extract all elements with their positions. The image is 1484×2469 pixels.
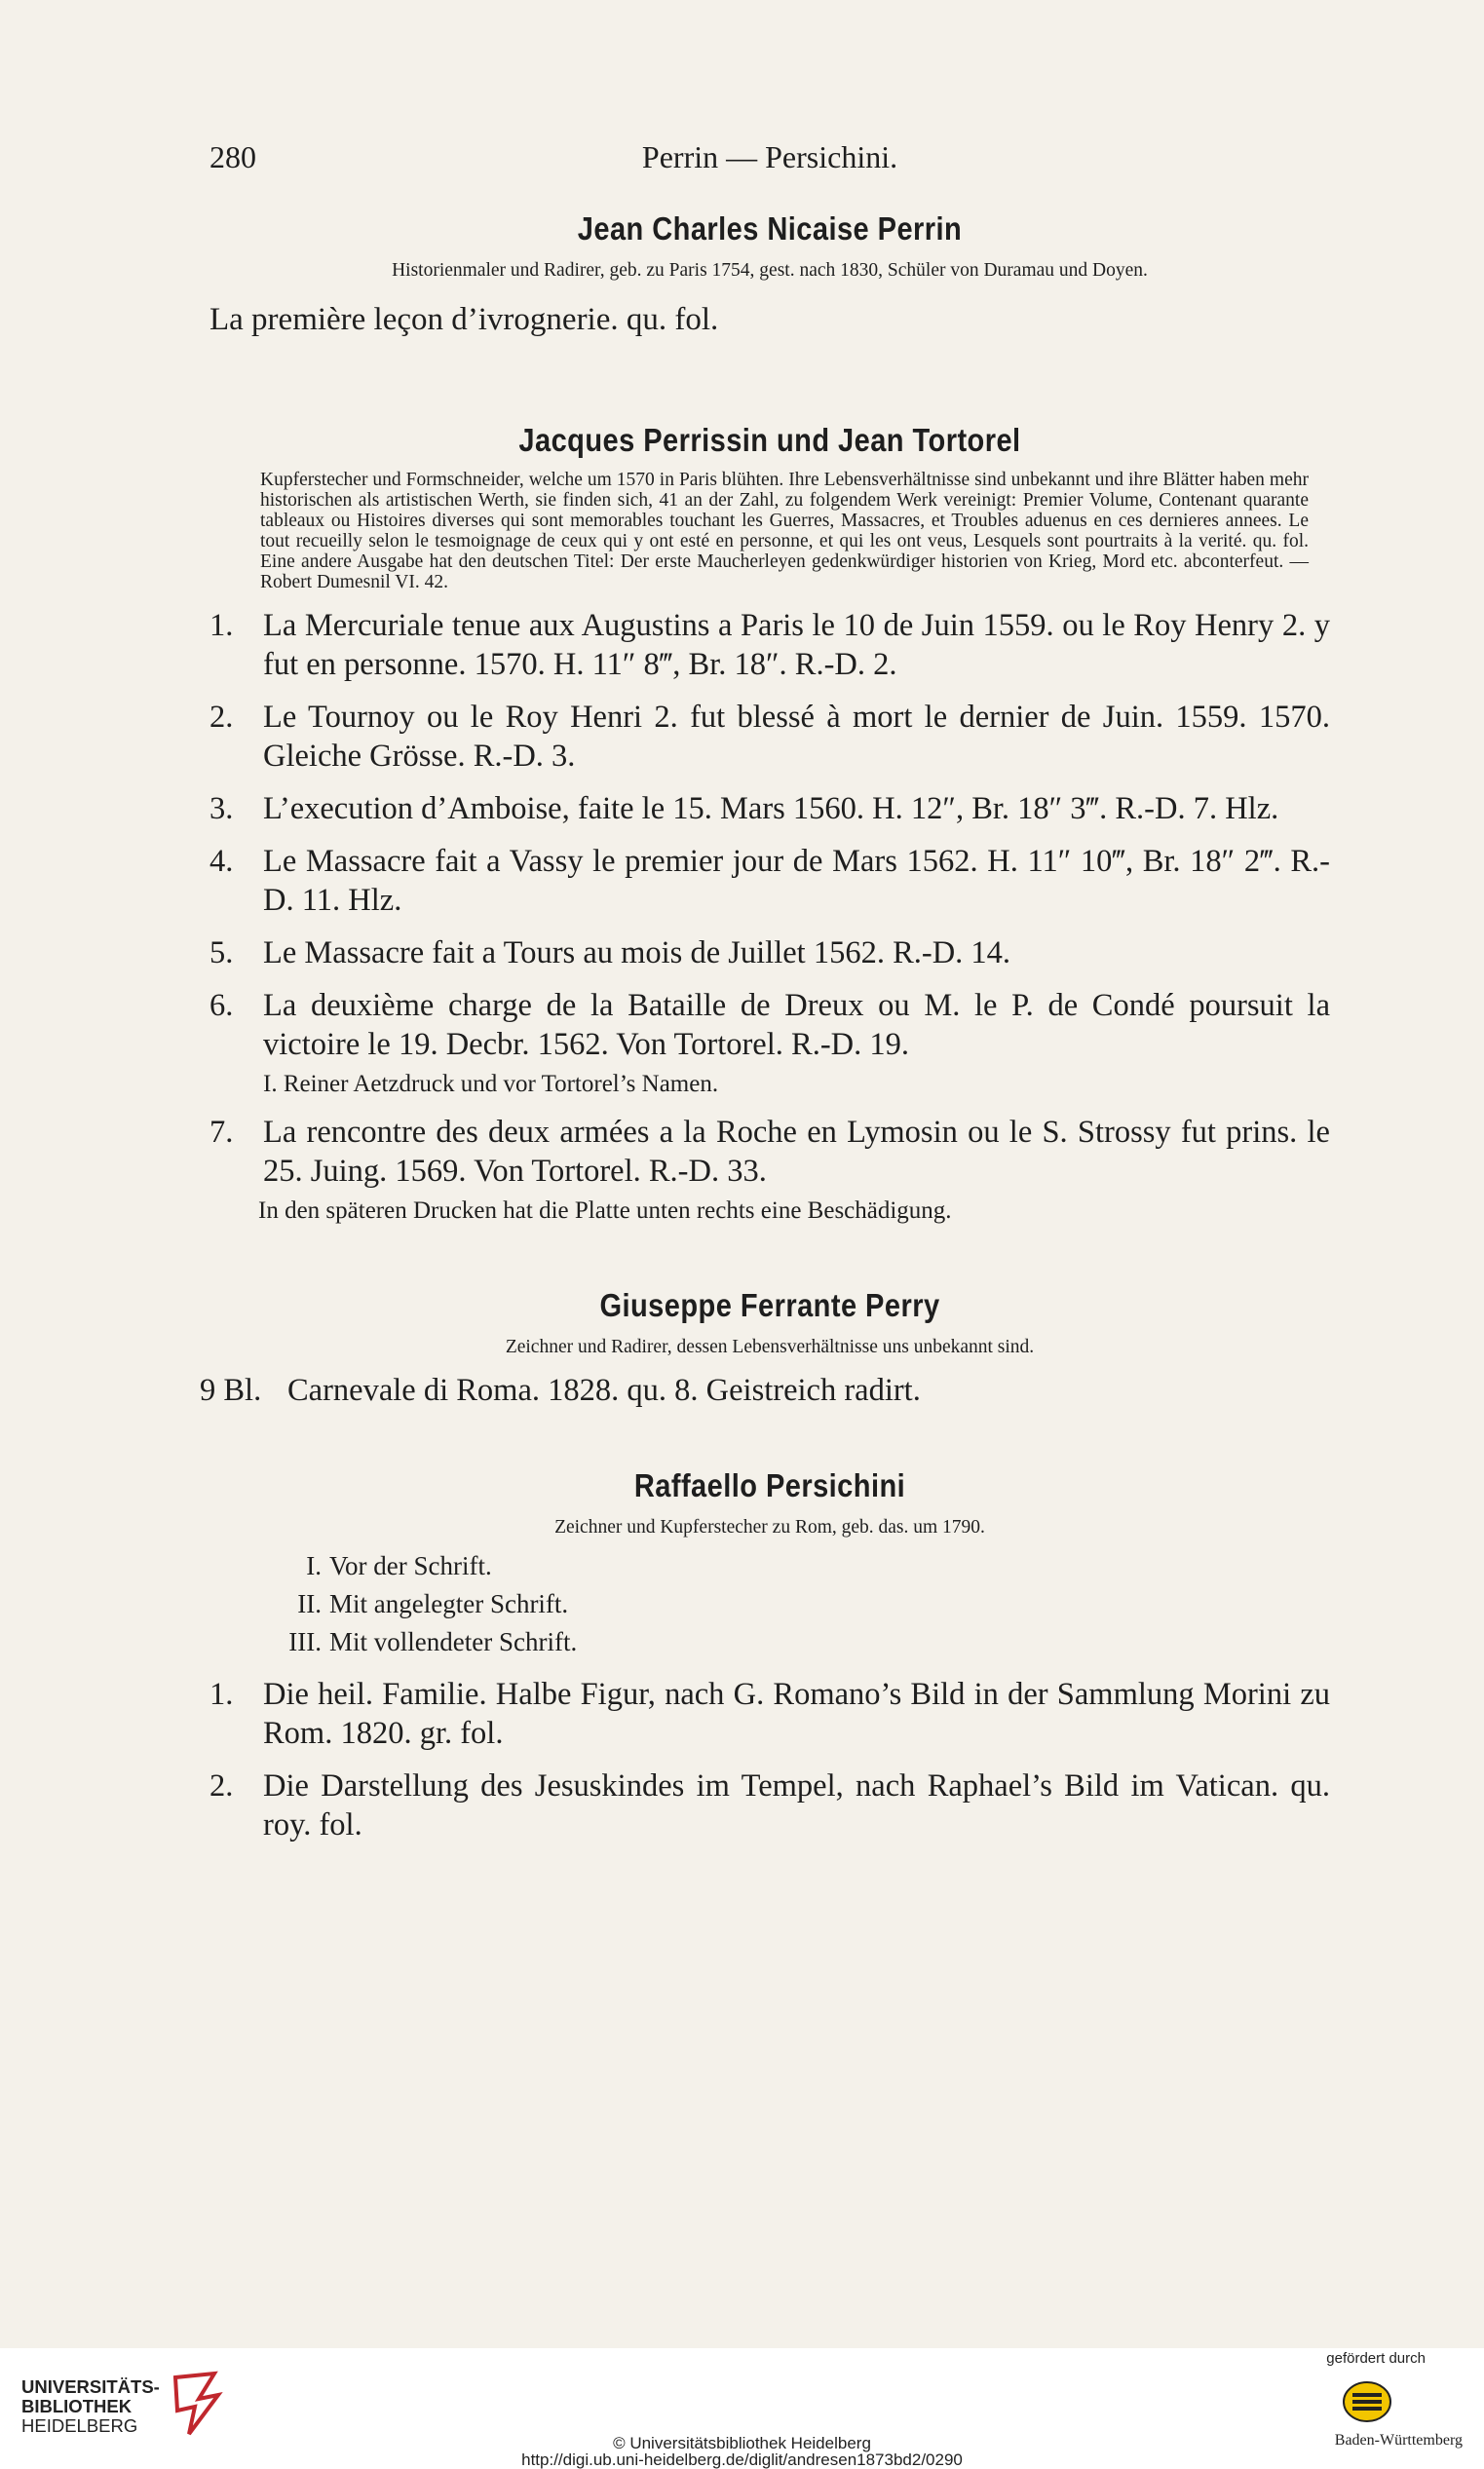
library-name-line: UNIVERSITÄTS- xyxy=(21,2376,160,2397)
page-number: 280 xyxy=(209,139,256,174)
state-text: Mit vollendeter Schrift. xyxy=(329,1627,578,1656)
entry-list-perrissin-tortorel xyxy=(209,606,1330,1226)
library-name-line: HEIDELBERG xyxy=(21,2415,138,2436)
page-header xyxy=(209,139,1330,188)
list-item xyxy=(200,1371,1330,1410)
section-title-perry: Giuseppe Ferrante Perry xyxy=(599,1287,940,1323)
entry-number: 5. xyxy=(209,935,234,970)
list-item xyxy=(209,698,1330,776)
list-item xyxy=(283,1623,1330,1661)
entry-text: La Mercuriale tenue aux Augustins a Paris le 10 de Juin 1559. ou le Roy Henry 2. y fut en personne. 1570. H. 11″ 8‴, Br. 18″. R.-D. 2. xyxy=(263,608,1330,682)
library-logo xyxy=(21,2377,160,2436)
entry-text: Le Massacre fait a Vassy le premier jour de Mars 1562. H. 11″ 10‴, Br. 18″ 2‴. R.-D. 11. Hlz. xyxy=(263,844,1330,918)
entry-note: In den späteren Drucken hat die Platte unten rechts eine Beschädigung. xyxy=(258,1197,952,1224)
entry-text: Le Tournoy ou le Roy Henri 2. fut blessé à mort le dernier de Juin. 1559. 1570. Gleiche Grösse. R.-D. 3. xyxy=(263,700,1330,774)
entry-text: Carnevale di Roma. 1828. qu. 8. Geistreich radirt. xyxy=(287,1373,921,1408)
section-bio-perrin: Historienmaler und Radirer, geb. zu Paris 1754, gest. nach 1830, Schüler von Duramau und Doyen. xyxy=(392,260,1148,281)
entry-list-perry xyxy=(200,1371,1330,1410)
list-item xyxy=(209,933,1330,972)
entry-number: 9 Bl. xyxy=(200,1373,262,1408)
running-title: Perrin — Persichini. xyxy=(641,139,898,174)
entry-plain-perrin: La première leçon d’ivrognerie. qu. fol. xyxy=(209,302,719,337)
entry-number: 2. xyxy=(209,700,234,735)
entry-number: 6. xyxy=(209,988,234,1023)
entry-text: L’execution d’Amboise, faite le 15. Mars 1560. H. 12″, Br. 18″ 3‴. R.-D. 7. Hlz. xyxy=(263,791,1279,826)
list-item xyxy=(283,1547,1330,1585)
state-crest-icon xyxy=(1333,2377,1401,2426)
entry-text: Le Massacre fait a Tours au mois de Juillet 1562. R.-D. 14. xyxy=(263,935,1011,970)
entry-number: 1. xyxy=(209,608,234,643)
section-bio-persichini: Zeichner und Kupferstecher zu Rom, geb. das. um 1790. xyxy=(554,1517,985,1538)
entry-text: La deuxième charge de la Bataille de Dreux ou M. le P. de Condé poursuit la victoire le 19. Decbr. 1562. Von Tortorel. R.-D. 19. xyxy=(263,988,1330,1062)
page-content xyxy=(200,200,1330,1858)
entry-number: 7. xyxy=(209,1115,234,1150)
section-title-perrin: Jean Charles Nicaise Perrin xyxy=(577,210,963,247)
list-item xyxy=(209,1675,1330,1753)
copyright-text: © Universitätsbibliothek Heidelberg xyxy=(613,2434,871,2452)
digitization-footer xyxy=(0,2348,1484,2469)
entry-text: La rencontre des deux armées a la Roche en Lymosin ou le S. Strossy fut prins. le 25. Juing. 1569. Von Tortorel. R.-D. 33. xyxy=(263,1115,1330,1189)
state-numeral: I. xyxy=(306,1551,322,1580)
source-url[interactable]: http://digi.ub.uni-heidelberg.de/diglit/andresen1873bd2/0290 xyxy=(521,2450,963,2469)
state-text: Mit angelegter Schrift. xyxy=(329,1589,569,1618)
list-item xyxy=(209,606,1330,684)
state-numeral: II. xyxy=(297,1589,322,1618)
section-bio-perry: Zeichner und Radirer, dessen Lebensverhältnisse uns unbekannt sind. xyxy=(505,1337,1035,1357)
state-list-persichini xyxy=(283,1547,1330,1661)
section-title-persichini: Raffaello Persichini xyxy=(633,1467,906,1503)
list-item xyxy=(283,1585,1330,1623)
library-mark-icon xyxy=(170,2370,224,2438)
state-text: Vor der Schrift. xyxy=(329,1551,492,1580)
entry-note: I. Reiner Aetzdruck und vor Tortorel’s Namen. xyxy=(263,1071,719,1097)
entry-number: 2. xyxy=(209,1768,234,1804)
state-numeral: III. xyxy=(288,1627,322,1656)
list-item xyxy=(209,1766,1330,1844)
entry-text: Die heil. Familie. Halbe Figur, nach G. Romano’s Bild in der Sammlung Morini zu Rom. 1820. gr. fol. xyxy=(263,1677,1330,1751)
library-name-line: BIBLIOTHEK xyxy=(21,2396,133,2416)
entry-number: 3. xyxy=(209,791,234,826)
list-item xyxy=(209,1113,1330,1226)
entry-number: 4. xyxy=(209,844,234,879)
entry-list-persichini xyxy=(209,1675,1330,1844)
funder-name: Baden-Württemberg xyxy=(1334,2432,1463,2449)
list-item xyxy=(209,842,1330,920)
section-bio-perrissin-tortorel: Kupferstecher und Formschneider, welche um 1570 in Paris blühten. Ihre Lebensverhältnisse sind unbekannt und ihre Blätter haben mehr historischen als artistischen Werth, sie finden sich, 41 an der Zahl, zu folgendem Werk vereinigt: Premier Volume, Contenant quarante tableaux ou Histoires diverses qui sont memorables touchant les Guerres, Massacres, et Troubles aduenus en ces dernieres annees. Le tout recueilly selon le tesmoignage de ceux qui y ont esté en personne, et qui les ont veus, Lesquels sont pourtraits à la verité. qu. fol. Eine andere Ausgabe hat den deutschen Titel: Der erste Maucherleyen gedenkwürdiger historien von Krieg, Mord etc. abconterfeut. — Robert Dumesnil VI. 42. xyxy=(260,470,1309,592)
entry-number: 1. xyxy=(209,1677,234,1712)
list-item xyxy=(209,789,1330,828)
entry-text: Die Darstellung des Jesuskindes im Tempel, nach Raphael’s Bild im Vatican. qu. roy. fol. xyxy=(263,1768,1330,1842)
list-item xyxy=(209,986,1330,1099)
funded-by-label: gefördert durch xyxy=(1326,2350,1426,2367)
section-title-perrissin-tortorel: Jacques Perrissin und Jean Tortorel xyxy=(518,422,1021,458)
